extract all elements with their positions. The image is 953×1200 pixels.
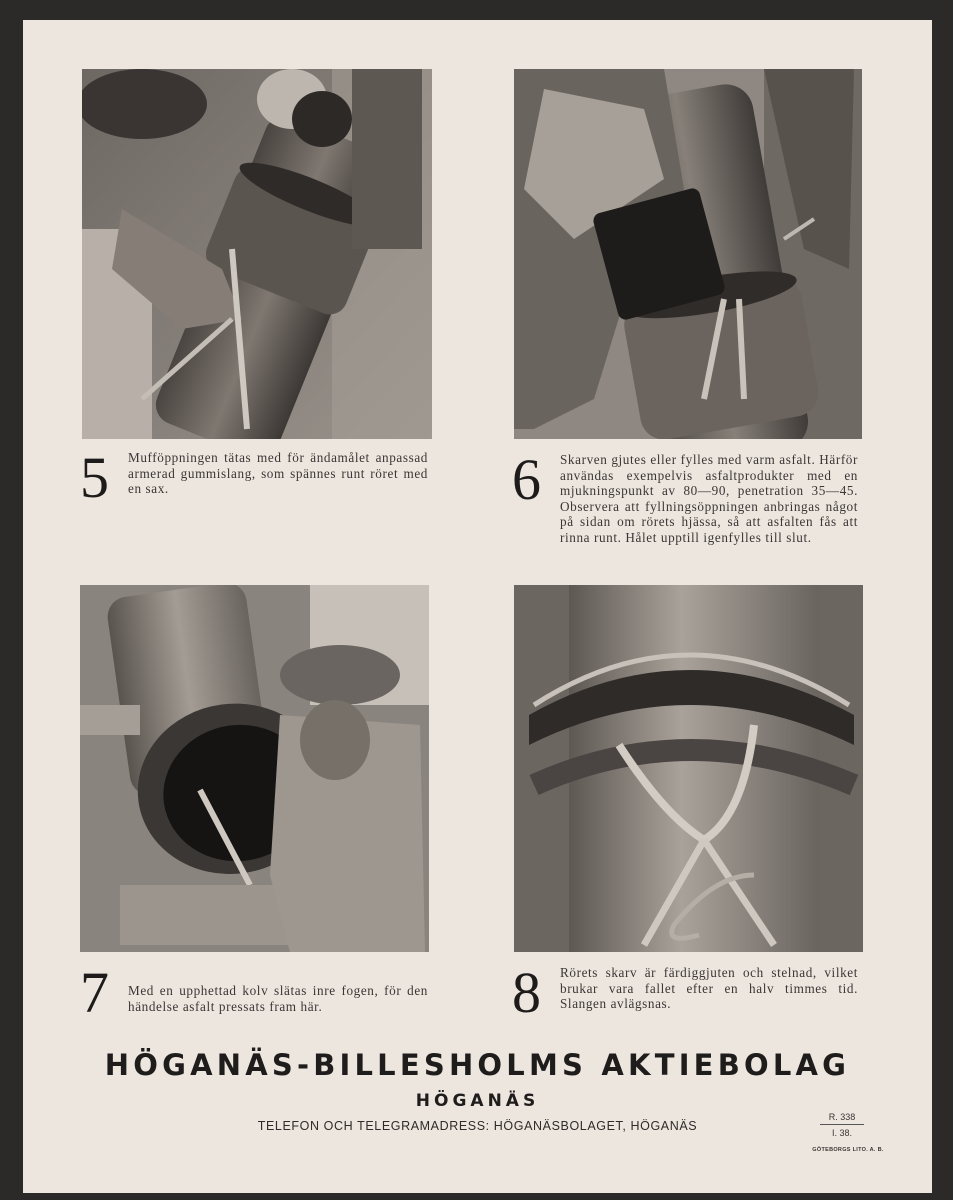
step-text: Skarven gjutes eller fylles med varm asfalt. Härför användas exempelvis asfaltprodukter med en mjukningspunkt av 80—90, penetration 35—45. Observera att fyllningsöppningen anbringas något på sidan om rörets hjässa, så att asfalten fås att rinna runt. Hålet upptill igenfylles till slut. (560, 452, 858, 545)
step-text: Mufföppningen tätas med för ändamålet anpassad armerad gummislang, som spännes runt röret med en sax. (128, 450, 428, 496)
photo-step-6 (514, 69, 862, 439)
photo-step-5-image (82, 69, 432, 439)
reference-top: R. 338 (820, 1112, 864, 1125)
step-number: 7 (80, 960, 109, 1025)
photo-step-7-image (80, 585, 429, 952)
caption-step-5 (80, 445, 435, 510)
photo-step-8-image (514, 585, 863, 952)
company-city: HÖGANÄS (415, 1091, 540, 1111)
company-name: HÖGANÄS-BILLESHOLMS AKTIEBOLAG (104, 1048, 851, 1082)
photo-step-8 (514, 585, 863, 952)
step-text: Med en upphettad kolv slätas inre fogen, för den händelse asfalt pressats fram här. (128, 983, 428, 1014)
step-number: 8 (512, 960, 541, 1025)
poster-sheet (23, 20, 932, 1193)
contact-line: TELEFON OCH TELEGRAMADRESS: HÖGANÄSBOLAGET, HÖGANÄS (257, 1119, 698, 1133)
caption-step-8 (512, 960, 864, 1025)
reference-number (820, 1112, 864, 1138)
step-number: 6 (512, 447, 541, 512)
step-text: Rörets skarv är färdiggjuten och stelnad, vilket brukar vara fallet efter en halv timmes tid. Slangen avlägsnas. (560, 965, 858, 1011)
photo-step-7 (80, 585, 429, 952)
step-number: 5 (80, 445, 109, 510)
photo-step-5 (82, 69, 432, 439)
printer-credit: GÖTEBORGS LITO. A. B. (812, 1147, 884, 1153)
caption-step-7 (80, 960, 435, 1025)
reference-bottom: I. 38. (831, 1128, 852, 1138)
caption-step-6 (512, 447, 864, 545)
photo-step-6-image (514, 69, 862, 439)
